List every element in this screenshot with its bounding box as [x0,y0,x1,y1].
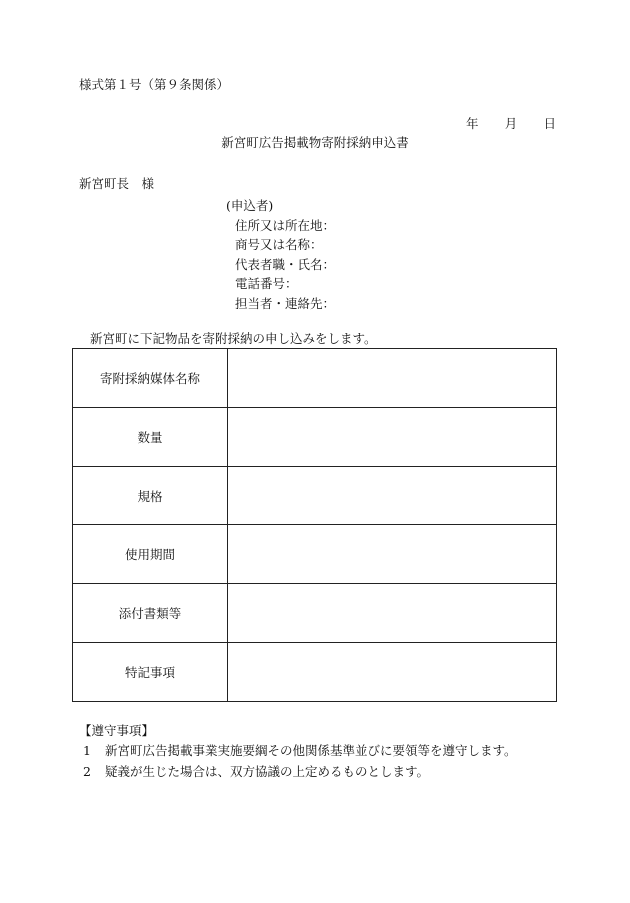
row-label-usage-period: 使用期間 [73,525,228,584]
applicant-contact-label: 担当者・連絡先： [235,295,336,311]
applicant-company-label: 商号又は名称： [235,237,323,252]
row-label-attachments: 添付書類等 [73,584,228,643]
table-row [73,407,557,466]
notes-heading: 【遵守事項】 [79,723,155,738]
row-label-special-notes: 特記事項 [73,643,228,702]
applicant-representative-label: 代表者職・氏名： [235,256,336,272]
row-label-media-name: 寄附採納媒体名称 [73,349,228,408]
row-value-usage-period[interactable] [228,525,557,584]
applicant-address-label: 住所又は所在地： [235,217,336,233]
row-value-specification[interactable] [228,466,557,525]
date-year: 年 [466,116,479,131]
row-label-quantity: 数量 [73,407,228,466]
row-value-quantity[interactable] [228,407,557,466]
table-row [73,643,557,702]
note-number: 2 [83,764,91,779]
table-row [73,584,557,643]
date-day: 日 [543,116,556,131]
note-number: 1 [83,743,91,758]
table-row [73,525,557,584]
note-text: 新宮町広告掲載事業実施要綱その他関係基準並びに要領等を遵守します。 [105,743,517,758]
note-item [83,766,429,779]
intro-text: 新宮町に下記物品を寄附採納の申し込みをします。 [90,331,377,346]
note-item [83,745,517,758]
date-month: 月 [504,116,518,131]
addressee: 新宮町長 様 [79,176,155,191]
applicant-phone-label: 電話番号： [235,276,298,291]
document-title: 新宮町広告掲載物寄附採納申込書 [221,135,409,150]
table-row [73,349,557,408]
applicant-block [226,196,335,313]
table-row [73,466,557,525]
row-value-special-notes[interactable] [228,643,557,702]
form-number: 様式第１号（第９条関係） [79,77,230,92]
date-line [466,118,556,131]
applicant-heading: (申込者) [226,198,274,213]
row-value-media-name[interactable] [228,349,557,408]
note-text: 疑義が生じた場合は、双方協議の上定めるものとします。 [105,764,430,779]
row-value-attachments[interactable] [228,584,557,643]
donation-items-table [72,348,557,702]
row-label-specification: 規格 [73,466,228,525]
